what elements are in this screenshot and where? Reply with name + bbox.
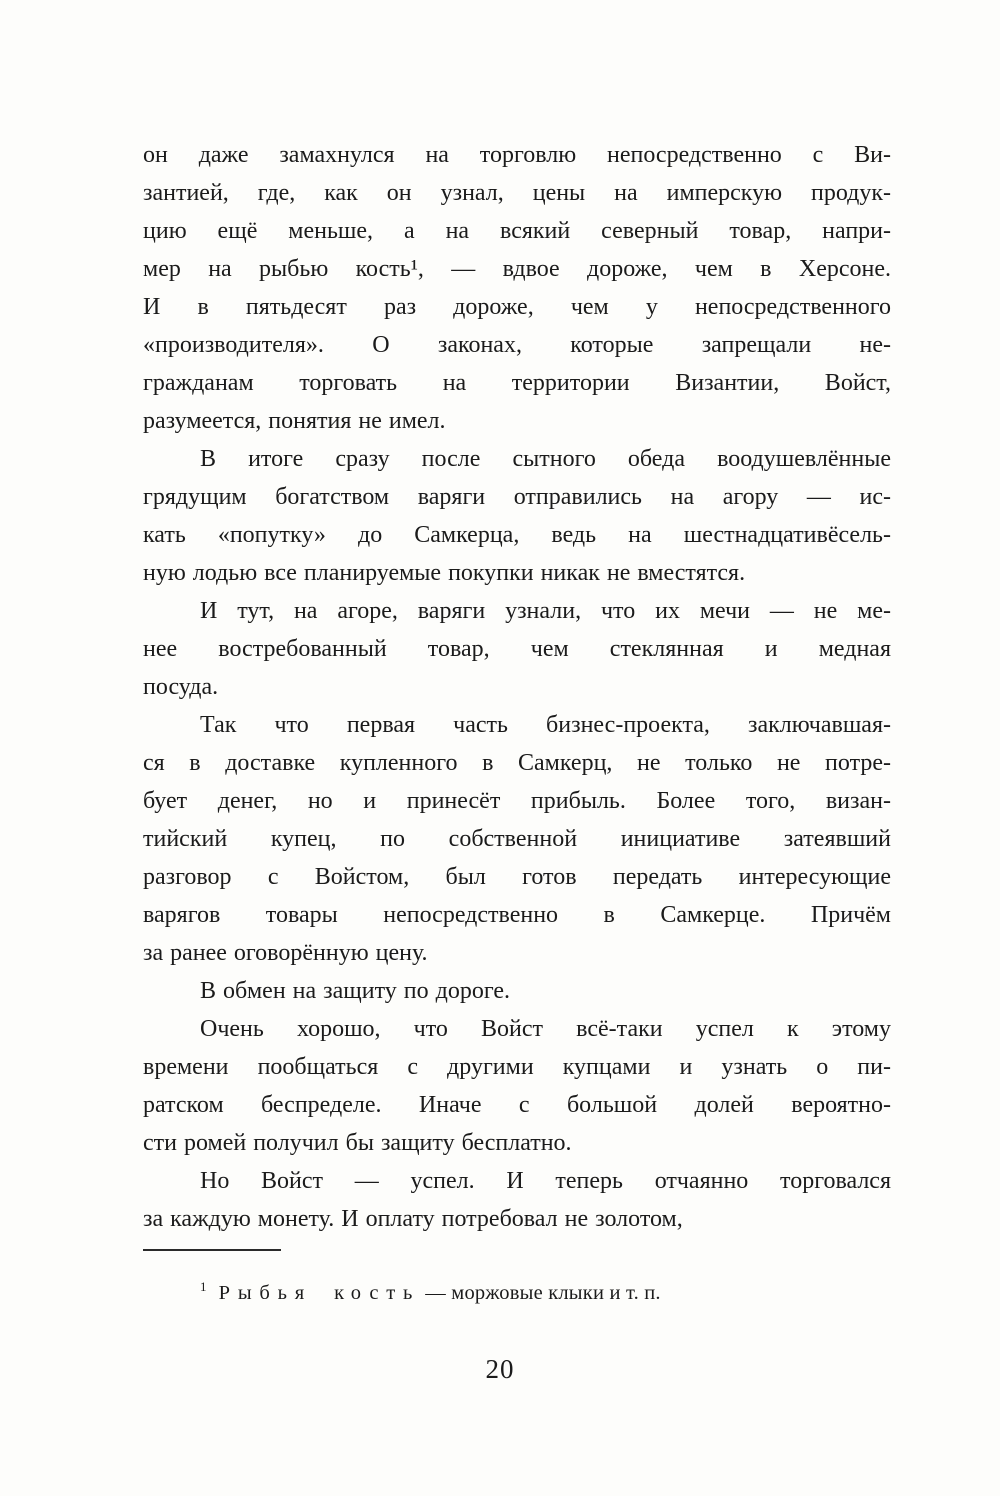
text-line: И тут, на агоре, варяги узнали, что их мечи — не ме- [200, 598, 891, 624]
text-line: разумеется, понятия не имел. [143, 408, 446, 434]
page-number: 20 [485, 1354, 515, 1384]
text-line: посуда. [143, 674, 219, 700]
footnote [143, 1272, 891, 1308]
footnote-definition: — моржовые клыки и т. п. [425, 1281, 661, 1304]
text-line: варягов товары непосредственно в Самкерце. Причём [143, 902, 891, 928]
text-line: ную лодью все планируемые покупки никак не вместятся. [143, 560, 746, 586]
text-line: Так что первая часть бизнес-проекта, заключавшая- [200, 712, 891, 738]
text-line: «производителя». О законах, которые запрещали не- [143, 332, 891, 358]
text-line: мер на рыбью кость¹, — вдвое дороже, чем в Херсоне. [143, 256, 891, 282]
text-line: В обмен на защиту по дороге. [200, 978, 511, 1004]
page-text [143, 136, 891, 1238]
text-line: кать «попутку» до Самкерца, ведь на шестнадцативёсель- [143, 522, 891, 548]
footnote-separator [143, 1249, 281, 1251]
text-line: ратском беспределе. Иначе с большой долей вероятно- [143, 1092, 891, 1118]
text-line: за ранее оговорённую цену. [143, 940, 428, 966]
text-line: разговор с Войстом, был готов передать интересующие [143, 864, 891, 890]
text-line: Очень хорошо, что Войст всё-таки успел к этому [200, 1016, 891, 1042]
footnote-marker: 1 [200, 1279, 207, 1294]
text-line: грядущим богатством варяги отправились на агору — ис- [143, 484, 891, 510]
text-line: зантией, где, как он узнал, цены на имперскую продук- [143, 180, 891, 206]
text-line: цию ещё меньше, а на всякий северный товар, напри- [143, 218, 891, 244]
footnote-term: Рыбья кость [218, 1281, 421, 1304]
text-line: бует денег, но и принесёт прибыль. Более того, визан- [143, 788, 891, 814]
text-line: тийский купец, по собственной инициативе затеявший [143, 826, 891, 852]
text-line: Но Войст — успел. И теперь отчаянно торговался [200, 1168, 891, 1194]
text-line: за каждую монету. И оплату потребовал не золотом, [143, 1206, 683, 1232]
text-line: гражданам торговать на территории Византии, Войст, [143, 370, 891, 396]
text-line: ся в доставке купленного в Самкерц, не только не потре- [143, 750, 891, 776]
text-line: он даже замахнулся на торговлю непосредственно с Ви- [143, 142, 891, 168]
text-line: В итоге сразу после сытного обеда воодушевлённые [200, 446, 891, 472]
text-line: И в пятьдесят раз дороже, чем у непосредственного [143, 294, 891, 320]
text-line: сти ромей получил бы защиту бесплатно. [143, 1130, 572, 1156]
text-line: времени пообщаться с другими купцами и узнать о пи- [143, 1054, 891, 1080]
text-line: нее востребованный товар, чем стеклянная и медная [143, 636, 891, 662]
